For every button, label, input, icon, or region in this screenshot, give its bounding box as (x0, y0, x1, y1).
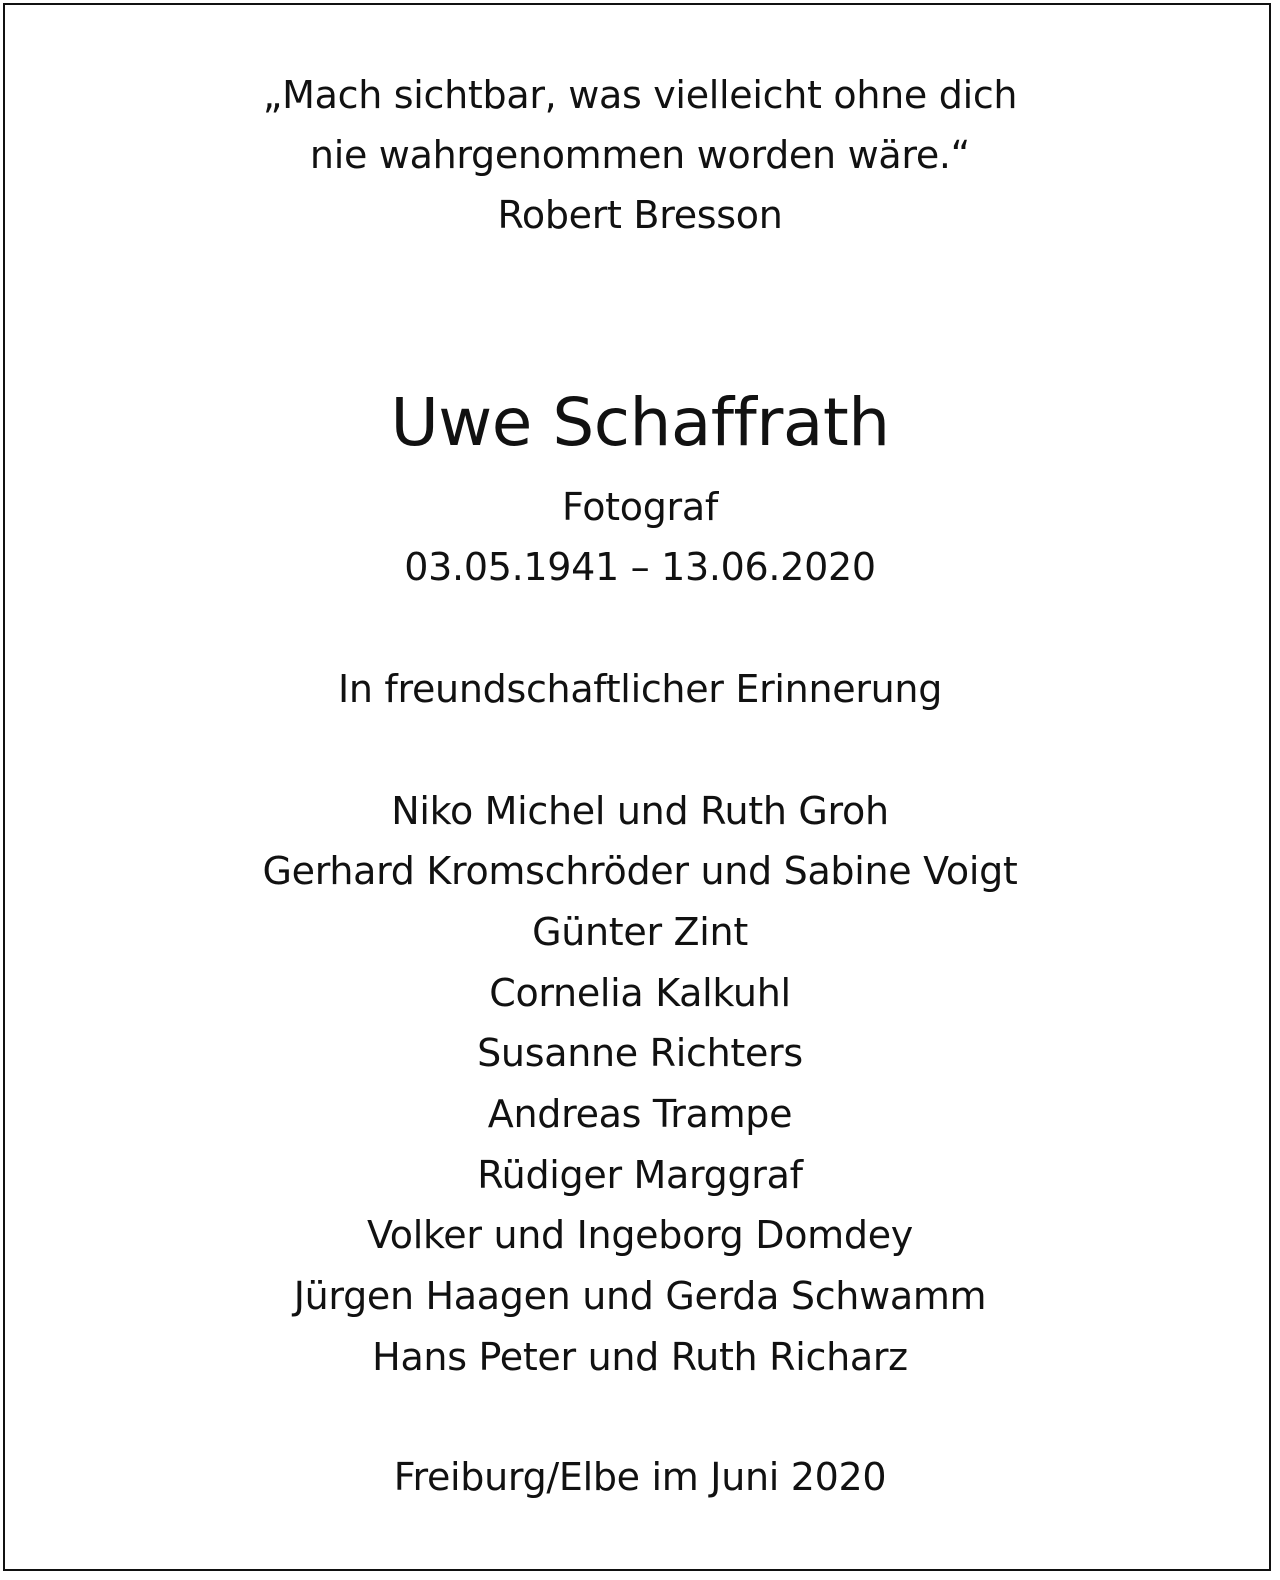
deceased-name: Uwe Schaffrath (390, 384, 890, 461)
mourner-name: Hans Peter und Ruth Richarz (372, 1335, 908, 1379)
remembrance-text: In freundschaftlicher Erinnerung (337, 667, 943, 711)
quote-author: Robert Bresson (497, 193, 783, 237)
mourner-name: Susanne Richters (477, 1031, 803, 1075)
mourner-name: Rüdiger Marggraf (477, 1153, 803, 1197)
mourner-name: Andreas Trampe (487, 1092, 793, 1136)
mourner-name: Jürgen Haagen und Gerda Schwamm (293, 1274, 987, 1318)
quote-line-2: nie wahrgenommen worden wäre.“ (309, 133, 971, 177)
mourner-name: Volker und Ingeborg Domdey (367, 1213, 913, 1257)
deceased-dates: 03.05.1941 – 13.06.2020 (404, 545, 876, 589)
mourner-name: Günter Zint (532, 910, 748, 954)
mourner-name: Gerhard Kromschröder und Sabine Voigt (262, 849, 1018, 893)
deceased-profession: Fotograf (562, 485, 718, 529)
place-date: Freiburg/Elbe im Juni 2020 (393, 1455, 887, 1499)
mourner-name: Niko Michel und Ruth Groh (391, 789, 889, 833)
mourner-name: Cornelia Kalkuhl (489, 971, 791, 1015)
quote-line-1: „Mach sichtbar, was vielleicht ohne dich (262, 73, 1018, 117)
